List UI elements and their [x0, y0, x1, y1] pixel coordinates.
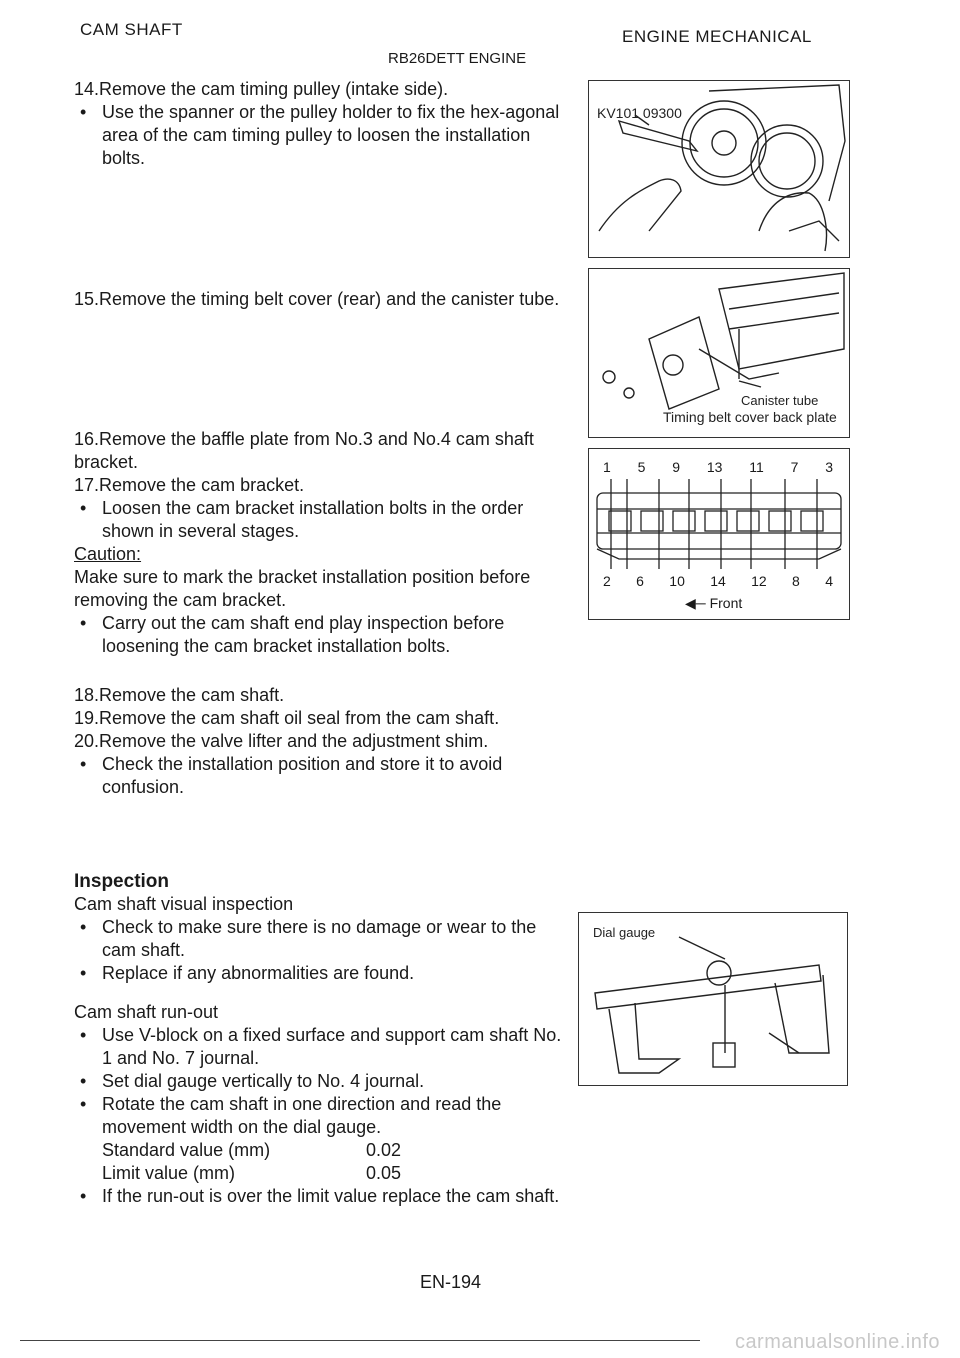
bolt-number: 1	[603, 459, 611, 475]
figure-pulley-holder	[588, 80, 850, 258]
step-17-bullet-1: • Loosen the cam bracket installation bolts in the order shown in several stages.	[74, 497, 564, 543]
visual-bullet-2: • Replace if any abnormalities are found.	[74, 962, 564, 985]
inspection-heading: Inspection	[74, 871, 170, 892]
front-label: Front	[709, 595, 743, 611]
visual-bullet-1: • Check to make sure there is no damage or wear to the cam shaft.	[74, 916, 564, 962]
dial-gauge-label: Dial gauge	[593, 925, 656, 940]
step-17-bullet-2: • Carry out the cam shaft end play inspection before loosening the cam bracket installation bolts.	[74, 612, 564, 658]
step-18-20	[74, 684, 564, 799]
header-engine-model: RB26DETT ENGINE	[388, 50, 527, 67]
front-indicator	[685, 595, 742, 612]
caution-label: Caution:	[74, 544, 142, 564]
pulley-illustration	[589, 81, 849, 257]
spec-standard-label: Standard value (mm)	[102, 1140, 271, 1160]
caution-text: Make sure to mark the bracket installation position before removing the cam bracket.	[74, 567, 531, 610]
arrow-left-icon: ◀─	[685, 595, 706, 611]
bolt-number: 5	[637, 459, 646, 475]
step-15-title: 15.Remove the timing belt cover (rear) and the canister tube.	[74, 289, 560, 309]
bolt-number: 13	[706, 459, 723, 475]
dial-gauge-illustration	[579, 913, 847, 1085]
runout-bullet-4: • If the run-out is over the limit value replace the cam shaft.	[74, 1185, 564, 1208]
bolt-number: 4	[825, 573, 833, 589]
bolt-number: 2	[603, 573, 611, 589]
header-chapter-title: ENGINE MECHANICAL	[622, 27, 812, 46]
step-16-17	[74, 428, 564, 658]
spec-limit-value: 0.05	[366, 1163, 402, 1183]
figure-dial-gauge	[578, 912, 848, 1086]
page-number: EN-194	[420, 1272, 482, 1292]
spec-standard-row	[74, 1139, 564, 1162]
step-14-title: 14.Remove the cam timing pulley (intake side).	[74, 79, 449, 99]
canister-tube-label: Canister tube	[741, 393, 819, 408]
runout-bullet-3: • Rotate the cam shaft in one direction and read the movement width on the dial gauge.	[74, 1093, 564, 1139]
bolt-order-bottom-row	[603, 573, 833, 589]
step-14-bullet: • Use the spanner or the pulley holder to fix the hex-agonal area of the cam timing pulley to loosen the installation bolts.	[74, 101, 564, 170]
runout-title: Cam shaft run-out	[74, 1002, 219, 1022]
header-section-title: CAM SHAFT	[80, 20, 183, 39]
bolt-number: 3	[825, 459, 833, 475]
bolt-number: 8	[792, 573, 800, 589]
figure-1-tool-label: KV101 09300	[597, 105, 682, 121]
bolt-number: 7	[790, 459, 799, 475]
cam-bracket-illustration	[589, 449, 849, 619]
bolt-number: 11	[749, 459, 764, 475]
footer-rule	[20, 1340, 700, 1341]
spec-standard-value: 0.02	[366, 1140, 402, 1160]
runout-bullet-1: • Use V-block on a fixed surface and support cam shaft No. 1 and No. 7 journal.	[74, 1024, 564, 1070]
visual-inspection-title: Cam shaft visual inspection	[74, 894, 294, 914]
figure-belt-cover	[588, 268, 850, 438]
bolt-number: 10	[669, 573, 685, 589]
bolt-number: 9	[672, 459, 681, 475]
inspection-section	[74, 870, 564, 1208]
bolt-number: 12	[751, 573, 767, 589]
step-20-bullet: • Check the installation position and store it to avoid confusion.	[74, 753, 564, 799]
step-14	[74, 78, 564, 170]
watermark: carmanualsonline.info	[734, 1331, 940, 1353]
bolt-number: 6	[636, 573, 644, 589]
step-17-title: 17.Remove the cam bracket.	[74, 475, 305, 495]
figure-bolt-order	[588, 448, 850, 620]
step-20-title: 20.Remove the valve lifter and the adjustment shim.	[74, 731, 489, 751]
step-18-title: 18.Remove the cam shaft.	[74, 685, 285, 705]
back-plate-label: Timing belt cover back plate	[663, 409, 837, 425]
spec-limit-label: Limit value (mm)	[102, 1163, 236, 1183]
step-19-title: 19.Remove the cam shaft oil seal from the cam shaft.	[74, 708, 500, 728]
step-16-title: 16.Remove the baffle plate from No.3 and No.4 cam shaft bracket.	[74, 429, 534, 472]
step-15	[74, 288, 564, 311]
spec-limit-row	[74, 1162, 564, 1185]
bolt-number: 14	[710, 573, 726, 589]
runout-bullet-2: • Set dial gauge vertically to No. 4 journal.	[74, 1070, 564, 1093]
